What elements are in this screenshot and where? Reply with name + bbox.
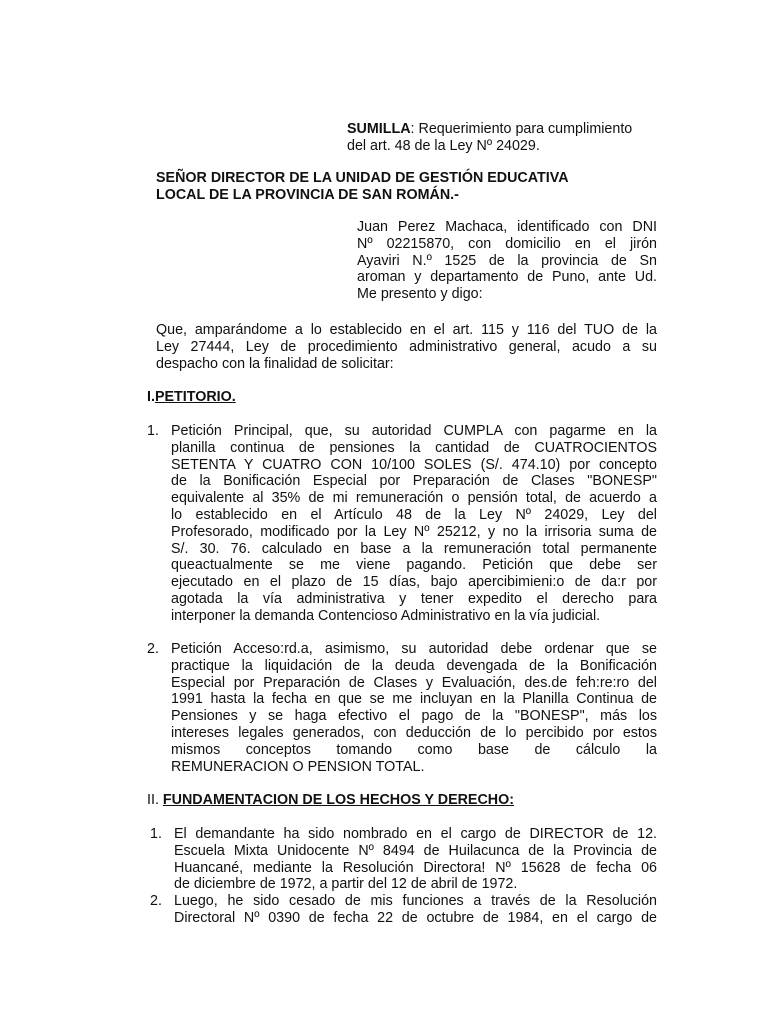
fundamentos-line: Luego, he sido cesado de mis funciones a través de la Resolución	[174, 893, 657, 909]
section-number: II.	[147, 792, 159, 808]
sumilla-label: SUMILLA	[347, 121, 411, 137]
section-heading-fundamentacion	[147, 792, 514, 809]
petitorio-line: practique la liquidación de la deuda devengada de la Bonificación	[171, 657, 657, 674]
petitorio-line: interponer la demanda Contencioso Administrativo en la vía judicial.	[171, 607, 601, 624]
petitorio-line: Profesorado, modificado por la Ley Nº 25212, y no la irrisoria suma de	[171, 523, 657, 540]
petitorio-line: 1991 hasta la fecha en que se me incluyan en la Planilla Continua de	[171, 691, 657, 708]
identification-line: Juan Perez Machaca, identificado con DNI	[357, 219, 657, 235]
identification-line: Me presento y digo:	[357, 286, 483, 303]
addressee-line2: LOCAL DE LA PROVINCIA DE SAN ROMÁN.-	[156, 186, 459, 203]
petitorio-line: planilla continua de pensiones la cantidad de CUATROCIENTOS	[171, 439, 657, 456]
section-heading-petitorio	[147, 389, 236, 406]
sumilla	[347, 121, 687, 155]
petitorio-line: queactualmente se me viene pagando. Petición que debe ser	[171, 557, 657, 574]
intro-line: Que, amparándome a lo establecido en el art. 115 y 116 del TUO de la	[156, 322, 657, 338]
fundamentos-line: Escuela Mixta Unidocente Nº 8494 de Huilacunca de la Provincia de	[174, 842, 657, 859]
identification-line: aroman y departamento de Puno, ante Ud.	[357, 269, 657, 286]
intro-line: despacho con la finalidad de solicitar:	[156, 355, 394, 372]
sumilla-text-line1: : Requerimiento para cumplimiento	[410, 121, 633, 137]
petitorio-line: lo establecido en el Artículo 48 de la Ley Nº 24029, Ley del	[171, 506, 657, 523]
fundamentos-line: Directoral Nº 0390 de fecha 22 de octubre de 1984, en el cargo de	[174, 909, 657, 926]
intro-line: Ley 27444, Ley de procedimiento administrativo general, acudo a su	[156, 338, 657, 355]
fundamentos-item-2	[150, 893, 657, 927]
petitorio-line: mismos conceptos tomando como base de cálculo la	[171, 741, 657, 758]
list-number: 2.	[150, 893, 162, 909]
petitorio-line: intereses legales generados, con deducción de lo percibido por estos	[171, 724, 657, 741]
identification	[357, 219, 657, 303]
fundamentos-line: El demandante ha sido nombrado en el cargo de DIRECTOR de 12.	[174, 826, 657, 842]
petitorio-line: ejecutado en el plazo de 15 días, bajo apercibimieni:o de da:r por	[171, 574, 657, 591]
petitorio-line: agotada la vía administrativa y tener expedito el derecho para	[171, 590, 657, 607]
petitorio-line: Petición Acceso:rd.a, asimismo, su autoridad debe ordenar que se	[171, 641, 657, 657]
section-number: I.	[147, 389, 155, 405]
fundamentos-line: Huancané, mediante la Resolución Directora! Nº 15628 de fecha 06	[174, 859, 657, 876]
section-title: PETITORIO.	[154, 389, 236, 405]
list-number: 1.	[147, 423, 159, 439]
sumilla-text-line2: del art. 48 de la Ley Nº 24029.	[347, 137, 540, 154]
petitorio-line: REMUNERACION O PENSION TOTAL.	[171, 758, 425, 775]
petitorio-line: Especial por Preparación de Clases y Evaluación, des.de feh:re:ro del	[171, 674, 657, 691]
addressee-line1: SEÑOR DIRECTOR DE LA UNIDAD DE GESTIÓN EDUCATIVA	[156, 170, 569, 186]
petitorio-line: S/. 30. 76. calculado en base a la remuneración total permanente	[171, 540, 657, 557]
petitorio-line: SETENTA Y CUATRO CON 10/100 SOLES (S/. 474.10) por concepto	[171, 456, 657, 473]
intro-paragraph	[156, 322, 657, 372]
fundamentos-line: de diciembre de 1972, a partir del 12 de abril de 1972.	[174, 876, 518, 893]
addressee	[156, 170, 676, 204]
petitorio-item-1	[147, 423, 657, 625]
fundamentos-item-1	[150, 826, 657, 893]
section-title: FUNDAMENTACION DE LOS HECHOS Y DERECHO:	[162, 792, 514, 808]
list-number: 2.	[147, 641, 159, 657]
petitorio-line: de la Bonificación Especial por Preparación de Clases "BONESP"	[171, 473, 657, 490]
identification-line: Ayaviri N.º 1525 de la provincia de Sn	[357, 252, 657, 269]
petitorio-item-2	[147, 641, 657, 775]
petitorio-line: equivalente al 35% de mi remuneración o pensión total, de acuerdo a	[171, 490, 657, 507]
identification-line: Nº 02215870, con domicilio en el jirón	[357, 235, 657, 252]
list-number: 1.	[150, 826, 162, 842]
petitorio-line: Petición Principal, que, su autoridad CUMPLA con pagarme en la	[171, 423, 657, 439]
petitorio-line: Pensiones y se haga efectivo el pago de la "BONESP", más los	[171, 708, 657, 725]
